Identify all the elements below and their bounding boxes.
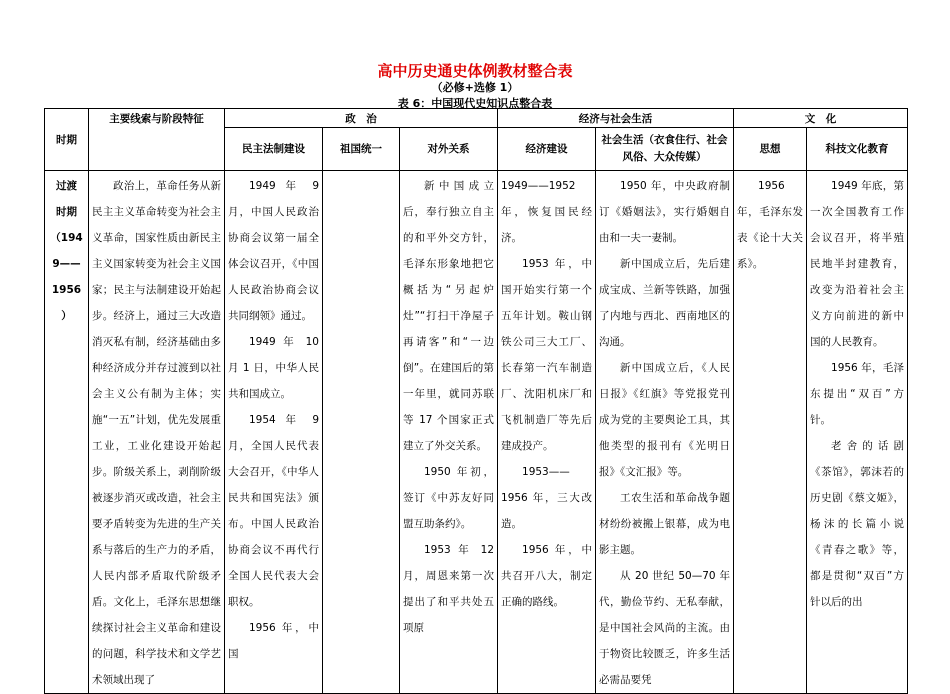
cell-unification <box>323 171 400 694</box>
header-social-life: 社会生活（衣食住行、社会风俗、大众传媒） <box>596 128 734 171</box>
paragraph: 1953——1956 年，三大改造。 <box>501 466 593 530</box>
header-economy: 经济与社会生活 <box>498 109 734 128</box>
header-democracy: 民主法制建设 <box>225 128 323 171</box>
paragraph: 1950 年初，签订《中苏友好同盟互助条约》。 <box>403 466 495 530</box>
paragraph: 1956 年，毛泽东发表《论十大关系》。 <box>737 180 804 270</box>
period-line: （194 <box>50 232 83 244</box>
period-line: 1956 <box>51 284 82 296</box>
paragraph: 1956 年，中国 <box>228 622 319 660</box>
header-mainline: 主要线索与阶段特征 <box>89 109 225 171</box>
paragraph: 1949 年 9 月，中国人民政治协商会议第一届全体会议召开，《中国人民政治协商会议共同纲领》通过。 <box>228 180 319 322</box>
header-period: 时期 <box>45 109 89 171</box>
paragraph: 新中国成立后，《人民日报》《红旗》等党报党刊成为党的主要舆论工具，其他类型的报刊有《光明日报》《文汇报》等。 <box>599 362 731 478</box>
cell-econ-build <box>498 171 596 694</box>
cell-period <box>45 171 89 694</box>
period-line: 时期 <box>56 206 77 218</box>
cell-scitech <box>807 171 908 694</box>
paragraph: 1950 年，中央政府制订《婚姻法》，实行婚姻自由和一夫一妻制。 <box>599 180 731 244</box>
paragraph: 政治上，革命任务从新民主主义革命转变为社会主义革命，国家性质由新民主主义国家转变为社会主义国家；民主与法制建设开始起步。经济上，通过三大改造消灭私有制，经济基础由多种经济成分并存过渡到以社会主义公有制为主体；实施“一五”计划，优先发展重工业，工业化建设开始起步。阶级关系上，剥削阶级被逐步消灭或改造，社会主要矛盾转变为先进的生产关系与落后的生产力的矛盾，人民内部矛盾取代阶级矛盾。文化上，毛泽东思想继续探讨社会主义革命和建设的问题，科学技术和文学艺术领域出现了 <box>92 180 221 686</box>
header-row-1 <box>45 109 908 128</box>
paragraph: 1956 年，中共召开八大，制定正确的路线。 <box>501 544 593 608</box>
header-scitech: 科技文化教育 <box>807 128 908 171</box>
cell-social-life <box>596 171 734 694</box>
paragraph: 1954 年 9 月，全国人民代表大会召开，《中华人民共和国宪法》颁布。中国人民政治协商会议不再代行全国人民代表大会职权。 <box>228 414 319 608</box>
header-unification: 祖国统一 <box>323 128 400 171</box>
paragraph: 从 20 世纪 50—70 年代，勤俭节约、无私奉献，是中国社会风尚的主流。由于物资比较匮乏，许多生活必需品要凭 <box>599 570 731 686</box>
document-title: 高中历史通史体例教材整合表 <box>377 62 573 80</box>
period-line: 过渡 <box>56 180 77 192</box>
paragraph: 1953 年，中国开始实行第一个五年计划。鞍山钢铁公司三大工厂、长春第一汽车制造厂、沈阳机床厂和飞机制造厂等先后建成投产。 <box>501 258 593 452</box>
header-politics: 政 治 <box>225 109 498 128</box>
paragraph: 新中国成立后，先后建成宝成、兰新等铁路，加强了内地与西北、西南地区的沟通。 <box>599 258 731 348</box>
paragraph: 1953 年 12 月，周恩来第一次提出了和平共处五项原 <box>403 544 495 634</box>
header-thought: 思想 <box>734 128 807 171</box>
header-econ-build: 经济建设 <box>498 128 596 171</box>
history-table <box>44 108 908 694</box>
paragraph: 工农生活和革命战争题材纷纷被搬上银幕，成为电影主题。 <box>599 492 731 556</box>
period-line: 9—— <box>52 258 81 270</box>
table-row <box>45 171 908 694</box>
paragraph: 1956 年，毛泽东提出“双百”方针。 <box>810 362 905 426</box>
cell-thought <box>734 171 807 694</box>
paragraph: 老舍的话剧《茶馆》，郭沫若的历史剧《蔡文姬》，杨沫的长篇小说《青春之歌》等，都是贯彻“双百”方针以后的出 <box>810 440 905 608</box>
cell-foreign <box>400 171 498 694</box>
header-culture: 文 化 <box>734 109 908 128</box>
paragraph: 1949——1952 年，恢复国民经济。 <box>501 180 593 244</box>
paragraph: 1949 年底，第一次全国教育工作会议召开，将半殖民地半封建教育，改变为沿着社会主义方向前进的新中国的人民教育。 <box>810 180 905 348</box>
cell-mainline <box>89 171 225 694</box>
cell-democracy <box>225 171 323 694</box>
paragraph: 新中国成立后，奉行独立自主的和平外交方针，毛泽东形象地把它概括为“另起炉灶”“打扫干净屋子再请客”和“一边倒”。在建国后的第一年里，就同苏联等 17 个国家正式建立了外交关系。 <box>403 180 495 452</box>
table-title: 表 6：中国现代史知识点整合表 <box>397 97 553 110</box>
period-line: ） <box>61 310 72 322</box>
paragraph: 1949 年 10 月 1 日，中华人民共和国成立。 <box>228 336 319 400</box>
header-foreign: 对外关系 <box>400 128 498 171</box>
document-subtitle: （必修+选修 1） <box>431 81 519 94</box>
